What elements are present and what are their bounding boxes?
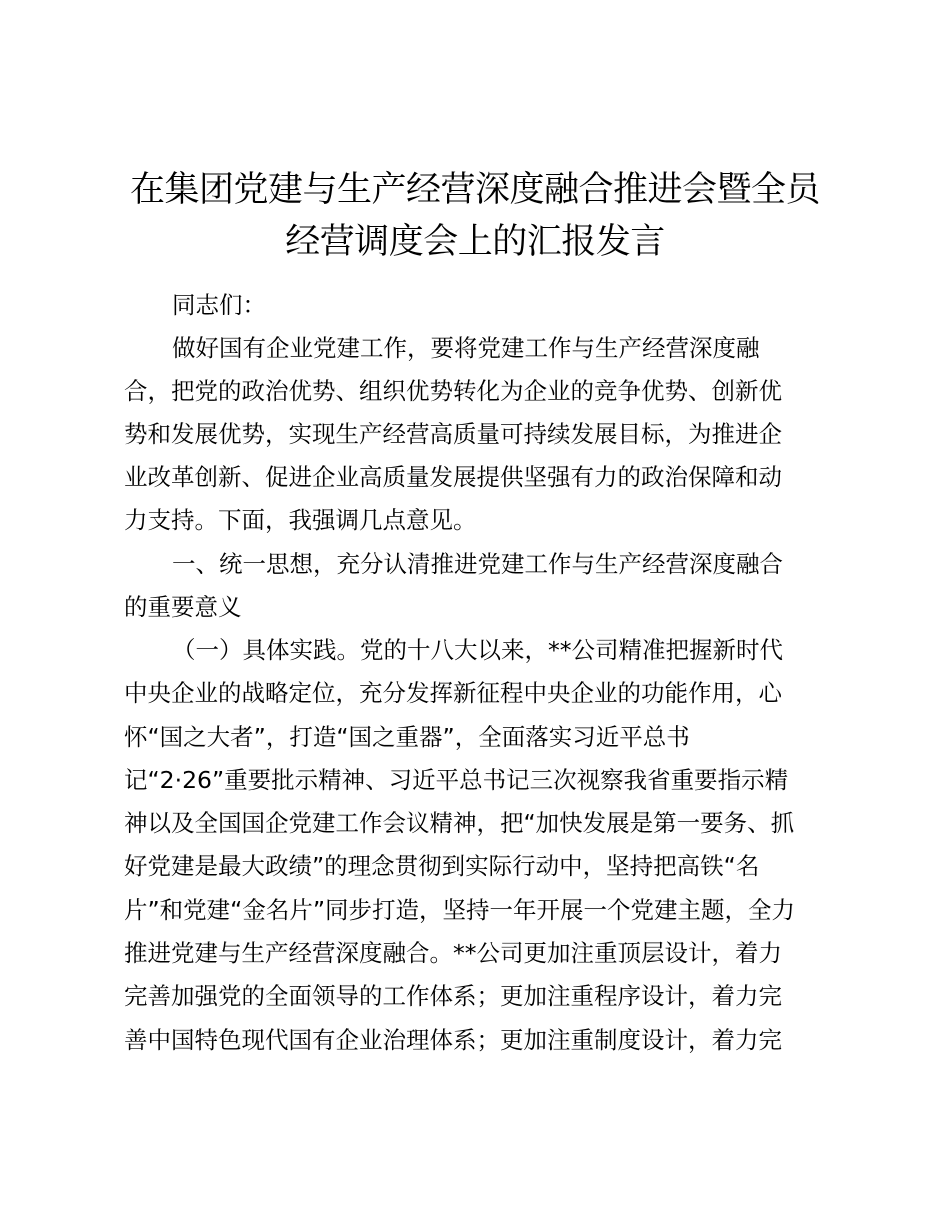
paragraph-line: 善中国特色现代国有企业治理体系；更加注重制度设计，着力完 bbox=[124, 1026, 782, 1054]
paragraph-line: 势和发展优势，实现生产经营高质量可持续发展目标，为推进企 bbox=[124, 420, 782, 448]
document-title-line-1: 在集团党建与生产经营深度融合推进会暨全员 bbox=[129, 170, 820, 210]
section-heading-line: 一、统一思想，充分认清推进党建工作与生产经营深度融合 bbox=[172, 550, 783, 578]
paragraph-line: 力支持。下面，我强调几点意见。 bbox=[124, 506, 477, 534]
paragraph-line: 怀“国之大者”，打造“国之重器”，全面落实习近平总书 bbox=[124, 723, 690, 751]
paragraph-line: 好党建是最大政绩”的理念贯彻到实际行动中，坚持把高铁“名 bbox=[124, 852, 760, 880]
section-heading-line: 的重要意义 bbox=[124, 593, 242, 621]
salutation: 同志们： bbox=[172, 291, 266, 319]
paragraph-line: 合，把党的政治优势、组织优势转化为企业的竞争优势、创新优 bbox=[124, 377, 782, 405]
paragraph-line: 推进党建与生产经营深度融合。**公司更加注重顶层设计，着力 bbox=[124, 939, 782, 967]
paragraph-line: 业改革创新、促进企业高质量发展提供坚强有力的政治保障和动 bbox=[124, 463, 782, 491]
document-title-line-2: 经营调度会上的汇报发言 bbox=[285, 222, 665, 262]
paragraph-line: 记“2·26”重要批示精神、习近平总书记三次视察我省重要指示精 bbox=[124, 766, 789, 794]
paragraph-line: 片”和党建“金名片”同步打造，坚持一年开展一个党建主题，全力 bbox=[124, 896, 796, 924]
paragraph-line: 神以及全国国企党建工作会议精神，把“加快发展是第一要务、抓 bbox=[124, 809, 795, 837]
paragraph-line: 中央企业的战略定位，充分发挥新征程中央企业的功能作用，心 bbox=[124, 679, 782, 707]
paragraph-line: 做好国有企业党建工作，要将党建工作与生产经营深度融 bbox=[172, 334, 760, 362]
paragraph-line: 完善加强党的全面领导的工作体系；更加注重程序设计，着力完 bbox=[124, 982, 782, 1010]
paragraph-line: （一）具体实践。党的十八大以来，**公司精准把握新时代 bbox=[172, 636, 783, 664]
